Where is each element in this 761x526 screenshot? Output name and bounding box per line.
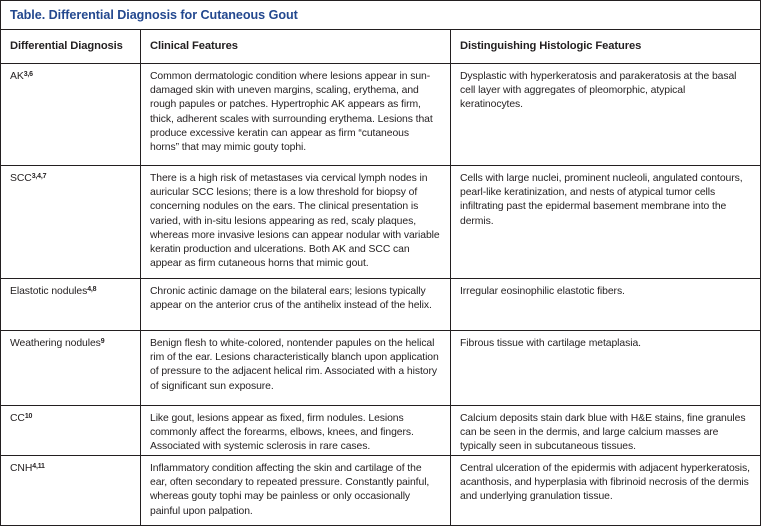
column-header-clinical-features: Clinical Features	[141, 30, 451, 63]
diagnosis-term: Elastotic nodules	[10, 286, 88, 297]
table-header-row	[1, 30, 760, 64]
column-header-distinguishing-histologic-features: Distinguishing Histologic Features	[460, 40, 642, 53]
cell-clinical-features: Common dermatologic condition where lesions appear in sun-damaged skin with uneven margins, scaling, erythema, and rough papules or patches. Hypertrophic AK appears as firm, thick, adherent scales with surrounding erythema. Lesions that produce excessive keratin can appear as firm “cutaneous horns” that may mimic gouty tophi.	[141, 64, 451, 165]
cell-diagnosis	[1, 279, 141, 330]
cell-diagnosis	[1, 166, 141, 278]
cell-diagnosis	[1, 64, 141, 165]
reference-superscript: 4,11	[32, 463, 45, 471]
table-title: Table. Differential Diagnosis for Cutaneous Gout	[10, 8, 298, 22]
table-row	[1, 406, 760, 456]
table-row	[1, 456, 760, 525]
reference-superscript: 9	[100, 338, 105, 346]
diagnosis-term: CC	[10, 413, 25, 424]
column-header-differential-diagnosis: Differential Diagnosis	[1, 30, 141, 63]
table-row	[1, 166, 760, 279]
cell-histologic-features: Central ulceration of the epidermis with adjacent hyperkeratosis, acanthosis, and hyperplasia with fibrinoid necrosis of the dermis and underlying granulation tissue.	[460, 463, 750, 503]
reference-superscript: 3,4,7	[31, 173, 47, 181]
cell-clinical-features: Benign flesh to white-colored, nontender papules on the helical rim of the ear. Lesions characteristically blanch upon application of pressure to the adjacent helical rim. Associated with a history of significant sun exposure.	[141, 331, 451, 405]
cell-clinical-features: Chronic actinic damage on the bilateral ears; lesions typically appear on the anterior crus of the antihelix instead of the helix.	[141, 279, 451, 330]
reference-superscript: 3,6	[23, 71, 33, 79]
diagnosis-term: AK	[10, 71, 24, 82]
reference-superscript: 10	[24, 413, 33, 421]
cell-histologic-features: Fibrous tissue with cartilage metaplasia.	[460, 338, 641, 349]
cell-clinical-features: Like gout, lesions appear as fixed, firm nodules. Lesions commonly affect the forearms, elbows, knees, and fingers. Associated with systemic sclerosis in rare cases.	[141, 406, 451, 455]
table-row	[1, 331, 760, 406]
table-row	[1, 279, 760, 331]
cell-histologic-features: Dysplastic with hyperkeratosis and parakeratosis at the basal cell layer with aggregates of pleomorphic, atypical keratinocytes.	[460, 71, 737, 111]
cell-diagnosis	[1, 456, 141, 525]
cell-clinical-features: Inflammatory condition affecting the skin and cartilage of the ear, often secondary to repeated pressure. Constantly painful, whereas gouty tophi may be painless or only occasionally painful upon palpation.	[141, 456, 451, 525]
cell-histologic-features: Cells with large nuclei, prominent nucleoli, angulated contours, pearl-like keratinization, and nests of atypical tumor cells infiltrating past the epidermal basement membrane into the dermis.	[460, 173, 743, 227]
reference-superscript: 4,8	[87, 286, 97, 294]
table-grid	[1, 30, 760, 525]
table-row	[1, 64, 760, 166]
cell-histologic-features: Irregular eosinophilic elastotic fibers.	[460, 286, 625, 297]
cell-diagnosis	[1, 331, 141, 405]
cell-clinical-features: There is a high risk of metastases via cervical lymph nodes in auricular SCC lesions; there is a low threshold for biopsy of concerning nodules on the ears. The clinical presentation is varied, with in-situ lesions appearing as red, scaly plaques, whereas more invasive lesions can appear nodular with variable keratin production and ulcerations. Both AK and SCC can appear as firm cutaneous horns that mimic gout.	[141, 166, 451, 278]
cell-diagnosis	[1, 406, 141, 455]
diagnosis-term: Weathering nodules	[10, 338, 101, 349]
cell-histologic-features: Calcium deposits stain dark blue with H&E stains, fine granules can be seen in the dermis, and large calcium masses are typically seen in subcutaneous tissues.	[460, 413, 746, 453]
diagnosis-term: SCC	[10, 173, 32, 184]
diagnosis-term: CNH	[10, 463, 33, 474]
table-title-bar	[1, 1, 760, 30]
